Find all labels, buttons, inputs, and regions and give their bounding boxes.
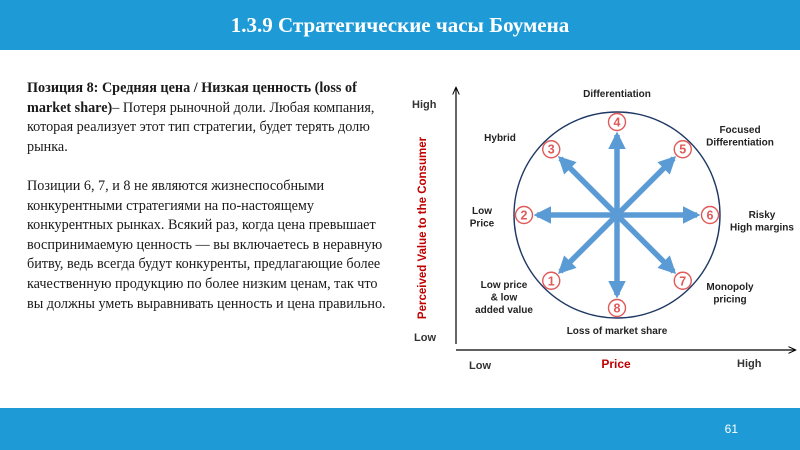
position-label-4: Differentiation — [583, 89, 651, 100]
x-axis-title: Price — [601, 357, 631, 371]
strategy-arrow-1 — [560, 215, 617, 272]
x-axis-high-label: High — [737, 358, 762, 370]
position-label-8: Loss of market share — [566, 326, 668, 337]
position-label-1: Low price & low added value — [475, 280, 533, 316]
position-number-1: 1 — [547, 274, 555, 289]
position-number-4: 4 — [613, 115, 621, 130]
footer-bar — [0, 408, 800, 450]
position-label-3: Hybrid — [484, 133, 516, 144]
paragraph-position-8 — [27, 79, 387, 157]
x-axis-low-label: Low — [469, 360, 491, 372]
slide-title: 1.3.9 Стратегические часы Боумена — [230, 12, 570, 37]
position-label-2: Low Price — [469, 206, 495, 230]
body-text — [27, 79, 387, 314]
position-number-6: 6 — [706, 208, 714, 223]
strategy-arrow-5 — [617, 158, 674, 215]
position-number-7: 7 — [679, 274, 687, 289]
position-label-5: Focused Differentiation — [706, 125, 774, 149]
y-axis-low-label: Low — [414, 332, 436, 344]
position-8-description: – Потеря рыночной доли. Любая компания, которая реализует этот тип стратегии, будет терять долю рынка. — [27, 99, 375, 155]
bowman-clock-diagram — [400, 82, 800, 382]
strategy-arrow-3 — [560, 158, 617, 215]
paragraph-gap — [27, 157, 387, 177]
y-axis-high-label: High — [412, 99, 437, 111]
title-bar — [0, 0, 800, 50]
strategy-arrow-7 — [617, 215, 674, 272]
position-8-heading: Позиция 8: Средняя цена / Низкая ценность (loss of market share) — [27, 80, 357, 116]
y-axis-title: Perceived Value to the Consumer — [417, 136, 429, 320]
page-number: 61 — [724, 422, 738, 436]
position-label-6: Risky High margins — [730, 210, 794, 234]
paragraph-viability: Позиции 6, 7, и 8 не являются жизнеспособными конкурентными стратегиями на по-настоящему конкурентных рынках. Всякий раз, когда цена превышает воспринимаемую ценность — вы включаетесь в неравную битву, ведь всегда будут конкуренты, предлагающие более качественную продукцию по более низким ценам, так что вы должны уметь выравнивать ценность и цена правильно. — [27, 177, 386, 312]
position-label-7: Monopoly pricing — [706, 282, 754, 306]
position-number-2: 2 — [520, 208, 528, 223]
strategy-arrows — [537, 135, 697, 295]
position-number-5: 5 — [679, 142, 687, 157]
position-number-8: 8 — [613, 301, 621, 316]
position-number-3: 3 — [547, 142, 555, 157]
